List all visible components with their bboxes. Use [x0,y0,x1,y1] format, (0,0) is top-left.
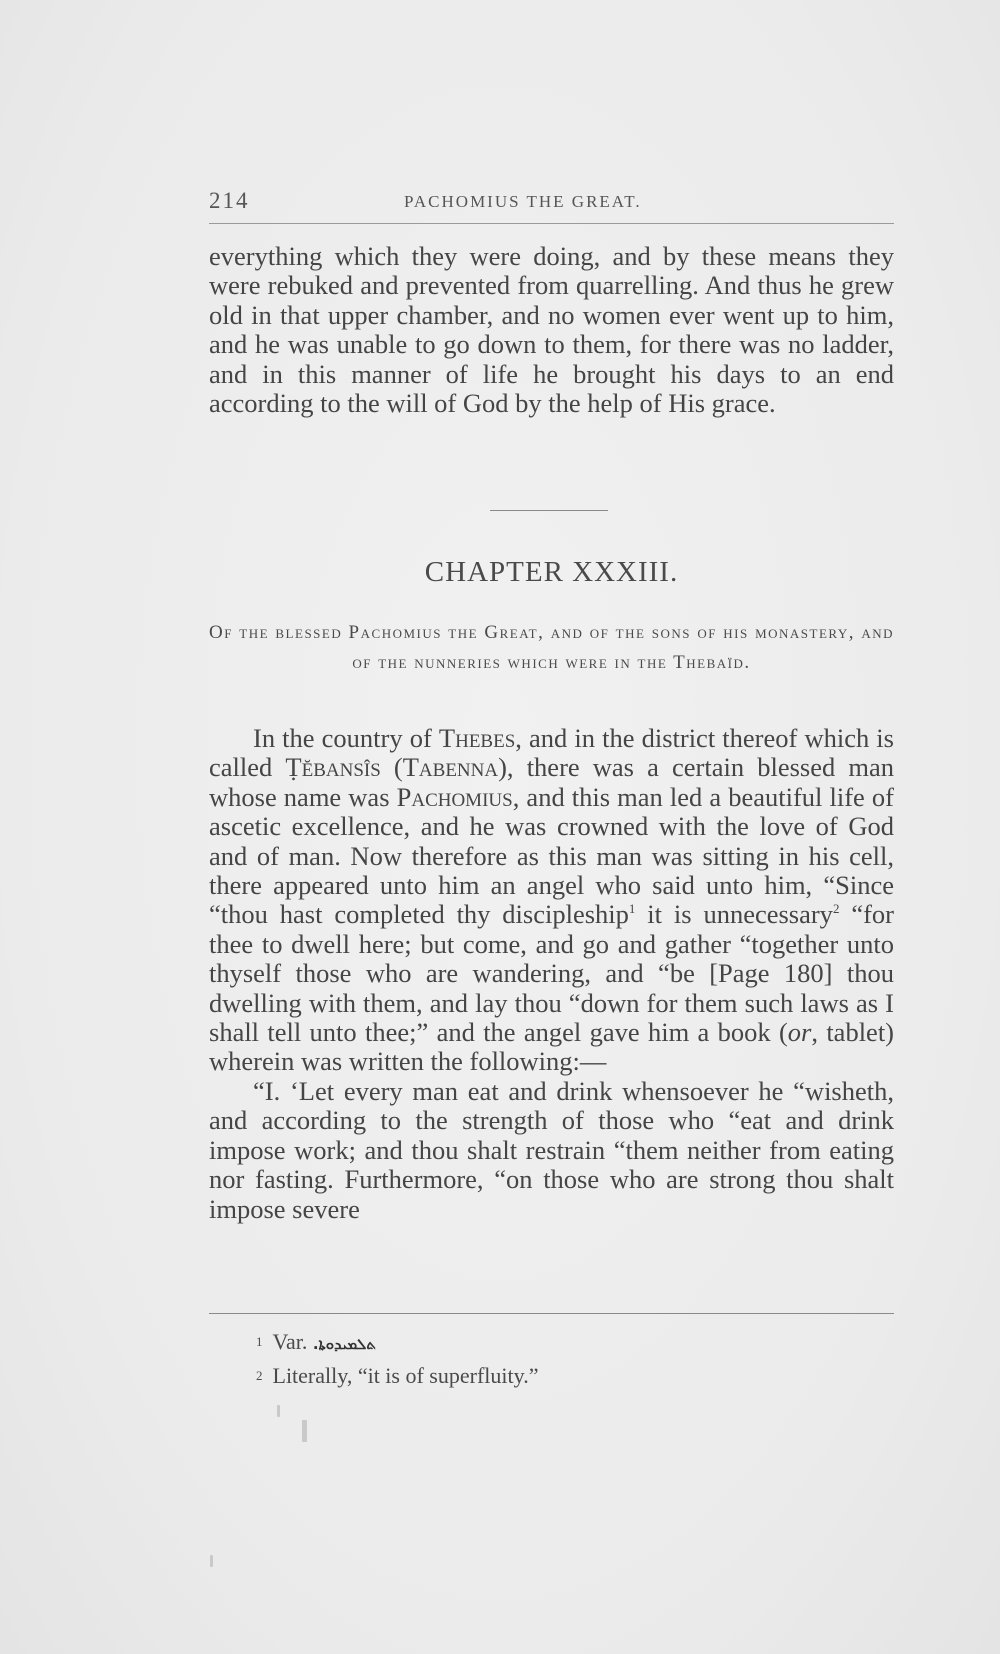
page-header [209,188,893,216]
paper-speck [277,1405,280,1417]
text-run: , and this man led a beautiful life of ascetic excellence, and he was crowned with the love of God and of man. Now therefore as this man was sitting in his cell, there appeared unto him an angel who said unto him, “Since “thou hast completed thy discipleship [209,781,894,930]
footnote-rule [209,1313,894,1314]
header-rule [209,223,894,224]
syriac-word: ܬܠܡܝܕܘܬܐ. [312,1335,376,1353]
text-run: “for thee to dwell here; but come, and go and gather “together unto thyself those who are wandering, and “be [Page 180] thou dwelling with them, and lay thou “down for them such laws as I shall tell unto thee;” and the angel gave him a book ( [209,899,894,1048]
footnote-2 [256,1360,538,1392]
chapter-title: CHAPTER XXXIII. [424,556,679,588]
text-run: , tablet) wherein was written the following:— [209,1017,895,1077]
footnote-marker-1[interactable]: 1 [628,901,636,917]
footnote-1 [256,1326,538,1360]
text-run: In the country of [253,723,439,753]
footnote-text: Literally, “it is of superfluity.” [272,1363,539,1388]
continuation-paragraph: everything which they were doing, and by these means they were rebuked and prevented from quarrelling. And thus he grew old in that upper chamber, and no women ever went up to him, and he was unable to go down to them, for there was no ladder, and in this manner of life he brought his days to an end according to the will of God by the help of His grace. [209,241,894,419]
page-number: 214 [209,188,250,213]
paper-speck [210,1555,213,1567]
footnote-number: 2 [256,1368,263,1383]
main-paragraph [209,724,894,1224]
text-run: it is unnecessary [635,899,833,930]
place-name-tabenna: Tabenna [402,752,499,783]
text-run: ( [380,752,403,783]
section-divider [490,510,608,511]
running-title: PACHOMIUS THE GREAT. [404,192,642,211]
footnotes [256,1326,538,1392]
place-name-thebes: Thebes [438,723,516,753]
italic-or: or [787,1017,812,1048]
text-run: ), there was a certain blessed man whose name was [209,752,895,812]
footnote-number: 1 [256,1334,263,1349]
footnote-marker-2[interactable]: 2 [832,901,840,917]
paper-speck [302,1420,307,1442]
place-name-tebansis: Ṭĕbansîs [285,752,381,783]
rule-paragraph: “I. ‘Let every man eat and drink whensoever he “wisheth, and according to the strength of those who “eat and drink impose work; and thou shalt restrain “them neither from eating nor fasting. Furthermore, “on those who are strong thou shalt impose severe [209,1075,894,1224]
text-run: , and in the district thereof which is called [209,723,894,783]
person-name-pachomius: Pachomius [396,781,513,812]
footnote-text: Var. [272,1329,308,1354]
chapter-summary: Of the blessed Pachomius the Great, and of the sons of his monastery, and of the nunneries which were in the Thebaïd. [209,622,894,673]
